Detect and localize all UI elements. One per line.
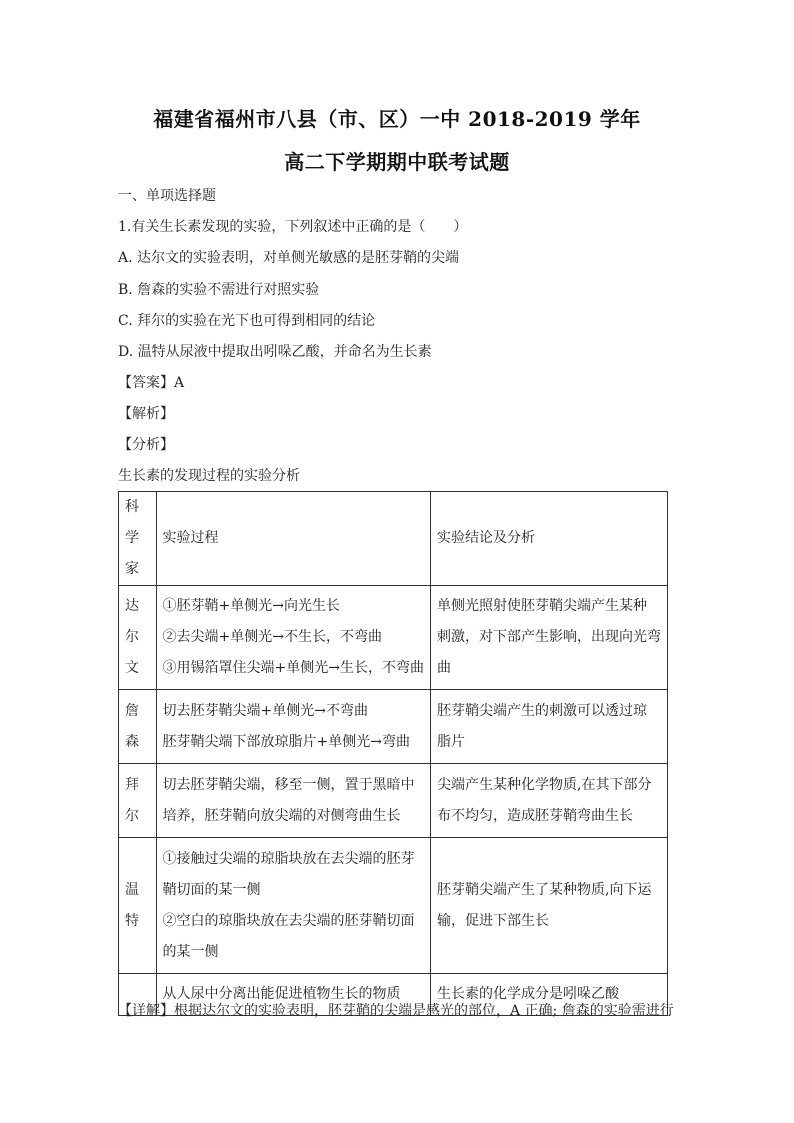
detail-paragraph: 【详解】根据达尔文的实验表明，胚芽鞘的尖端是感光的部位，A 正确; 詹森的实验需进行: [118, 1003, 674, 1019]
table-row: [119, 690, 668, 764]
process-line: ①接触过尖端的琼脂块放在去尖端的胚芽: [162, 850, 415, 867]
table-row: [119, 764, 668, 838]
conclusion-line: 胚芽鞘尖端产生了某种物质,向下运: [437, 881, 652, 898]
fenxi-label: 【分析】: [118, 437, 174, 453]
table-caption: 生长素的发现过程的实验分析: [118, 468, 300, 484]
process-line: ②空白的琼脂块放在去尖端的胚芽鞘切面: [162, 912, 415, 929]
answer-label: 【答案】A: [118, 375, 185, 391]
table-header-row: [119, 492, 668, 586]
scientist-cell: 拜尔: [119, 764, 157, 838]
process-line: ③用锡箔罩住尖端+单侧光→生长，不弯曲: [162, 660, 424, 676]
conclusion-line: 刺激，对下部产生影响，出现向光弯: [437, 629, 661, 645]
process-line: ②去尖端+单侧光→不生长，不弯曲: [162, 629, 382, 645]
conclusion-line: 单侧光照射使胚芽鞘尖端产生某种: [437, 598, 647, 614]
option-c: C. 拜尔的实验在光下也可得到相同的结论: [118, 313, 376, 329]
conclusion-line: 胚芽鞘尖端产生的刺激可以透过琼: [437, 702, 647, 719]
conclusion-line: 布不均匀，造成胚芽鞘弯曲生长: [437, 807, 633, 824]
process-line: 鞘切面的某一侧: [162, 881, 261, 898]
conclusion-line: 曲: [437, 660, 451, 676]
header-process: 实验过程: [156, 492, 430, 586]
section-heading: 一、单项选择题: [118, 188, 216, 204]
process-line: 的某一侧: [162, 943, 219, 960]
option-d: D. 温特从尿液中提取出吲哚乙酸，并命名为生长素: [118, 344, 432, 360]
scientist-cell: 温特: [119, 838, 157, 974]
header-scientist: 科学家: [119, 492, 157, 586]
conclusion-line: 脂片: [437, 733, 465, 750]
document-title-line2: 高二下学期期中联考试题: [284, 150, 510, 174]
conclusion-cell: [431, 838, 668, 974]
option-a: A. 达尔文的实验表明，对单侧光敏感的是胚芽鞘的尖端: [118, 250, 460, 266]
header-conclusion: 实验结论及分析: [431, 492, 668, 586]
process-cell: [156, 586, 430, 690]
process-line: ①胚芽鞘+单侧光→向光生长: [162, 598, 340, 614]
table-row: [119, 586, 668, 690]
conclusion-line: 生长素的化学成分是吲哚乙酸: [437, 986, 619, 1002]
process-cell: [156, 838, 430, 974]
conclusion-line: 输，促进下部生长: [437, 912, 549, 929]
analysis-label: 【解析】: [118, 406, 174, 422]
process-line: 切去胚芽鞘尖端，移至一侧，置于黑暗中: [162, 776, 415, 793]
table-row: [119, 838, 668, 974]
conclusion-line: 尖端产生某种化学物质,在其下部分: [437, 776, 652, 793]
process-line: 切去胚芽鞘尖端+单侧光→不弯曲: [162, 702, 368, 719]
process-line: 胚芽鞘尖端下部放琼脂片+单侧光→弯曲: [162, 733, 410, 750]
process-line: 从人尿中分离出能促进植物生长的物质: [162, 986, 401, 1002]
question-stem: 1.有关生长素发现的实验，下列叙述中正确的是（ ）: [118, 219, 468, 235]
scientist-cell: 詹森: [119, 690, 157, 764]
process-cell: [156, 690, 430, 764]
scientist-cell: 达尔文: [119, 586, 157, 690]
document-title-line1: 福建省福州市八县（市、区）一中 2018-2019 学年: [153, 107, 641, 131]
conclusion-cell: [431, 586, 668, 690]
process-cell: [156, 764, 430, 838]
process-line: 培养，胚芽鞘向放尖端的对侧弯曲生长: [162, 807, 401, 824]
conclusion-cell: [431, 764, 668, 838]
conclusion-cell: [431, 690, 668, 764]
option-b: B. 詹森的实验不需进行对照实验: [118, 282, 320, 298]
experiment-analysis-table: [118, 491, 668, 1016]
